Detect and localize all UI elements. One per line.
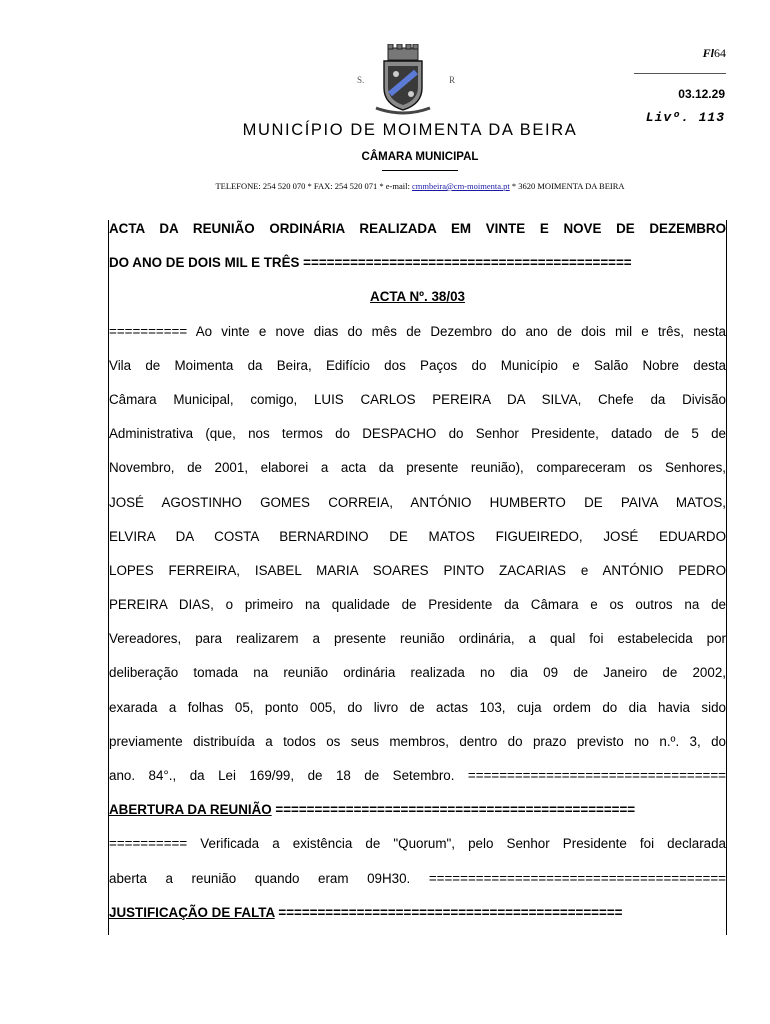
section-abertura-heading [109, 797, 726, 831]
contact-line [0, 181, 770, 191]
contact-suffix: * 3620 MOIMENTA DA BEIRA [509, 181, 625, 191]
camara-subtitle: CÂMARA MUNICIPAL [361, 151, 479, 163]
heading-line-2: DO ANO DE DOIS MIL E TRÊS ========================================== [109, 255, 632, 271]
heading-line-1: ACTA DA REUNIÃO ORDINÁRIA REALIZADA EM VINTE E NOVE DE DEZEMBRO [109, 221, 726, 236]
right-margin-line [726, 220, 727, 935]
body-line: ELVIRA DA COSTA BERNARDINO DE MATOS FIGUEIREDO, JOSÉ EDUARDO [109, 528, 726, 544]
section-justificacao-fill: ============================================ [274, 904, 623, 920]
body-line: ========== Ao vinte e nove dias do mês de Dezembro do ano de dois mil e três, nesta [109, 323, 726, 339]
body-line: PEREIRA DIAS, o primeiro na qualidade de Presidente da Câmara e os outros na de [109, 597, 726, 613]
body-line: Administrativa (que, nos termos do DESPACHO do Senhor Presidente, datado de 5 de [109, 426, 726, 442]
body-line: ano. 84°., da Lei 169/99, de 18 de Setembro. ================================= [109, 768, 726, 783]
body-line: exarada a folhas 05, ponto 005, do livro de actas 103, cuja ordem do dia havia sido [109, 699, 726, 715]
body-line: Vereadores, para realizarem a presente reunião ordinária, a qual foi estabelecida por [109, 631, 726, 647]
body-line: Vila de Moimenta da Beira, Edifício dos Paços do Município e Salão Nobre desta [109, 357, 726, 373]
section-justificacao-title: JUSTIFICAÇÃO DE FALTA [109, 904, 275, 920]
folio-rule [634, 73, 726, 74]
document-date: 03.12.29 [678, 87, 725, 101]
email-link[interactable]: cmmbeira@cm-moimenta.pt [411, 181, 510, 191]
body-line: deliberação tomada na reunião ordinária realizada no dia 09 de Janeiro de 2002, [109, 665, 726, 681]
contact-prefix: TELEFONE: 254 520 070 * FAX: 254 520 071 * e-mail: [215, 181, 412, 191]
acta-number: ACTA Nº. 38/03 [370, 289, 465, 305]
body-line: previamente distribuída a todos os seus membros, dentro do prazo previsto no n.º. 3, do [109, 733, 726, 749]
section-abertura-title: ABERTURA DA REUNIÃO [109, 802, 272, 818]
minutes-body [109, 216, 726, 934]
body-line: LOPES FERREIRA, ISABEL MARIA SOARES PINTO ZACARIAS e ANTÓNIO PEDRO [109, 562, 726, 578]
body-line: JOSÉ AGOSTINHO GOMES CORREIA, ANTÓNIO HUMBERTO DE PAIVA MATOS, [109, 494, 726, 510]
body-line: ========== Verificada a existência de "Quorum", pelo Senhor Presidente foi declarada [109, 836, 726, 852]
folio-mark: Fl [702, 46, 714, 60]
book-number: Livº. 113 [645, 110, 725, 125]
crest-letter-left: S. [357, 75, 365, 85]
coat-of-arms-icon [368, 44, 438, 116]
folio-label [703, 46, 726, 61]
folio-number: 64 [714, 46, 726, 60]
body-line: Câmara Municipal, comigo, LUIS CARLOS PEREIRA DA SILVA, Chefe da Divisão [109, 391, 726, 407]
body-line: aberta a reunião quando eram 09H30. ====================================== [109, 870, 726, 886]
crest-letter-right: R [449, 75, 456, 85]
municipal-crest [368, 44, 438, 116]
body-line: Novembro, de 2001, elaborei a acta da presente reunião), compareceram os Senhores, [109, 460, 726, 476]
municipality-title: MUNICÍPIO DE MOIMENTA DA BEIRA [242, 121, 578, 139]
section-justificacao-heading [109, 900, 726, 934]
acta-number-line [109, 284, 726, 318]
section-abertura-fill: ============================================== [271, 802, 636, 818]
subtitle-rule [382, 170, 458, 171]
